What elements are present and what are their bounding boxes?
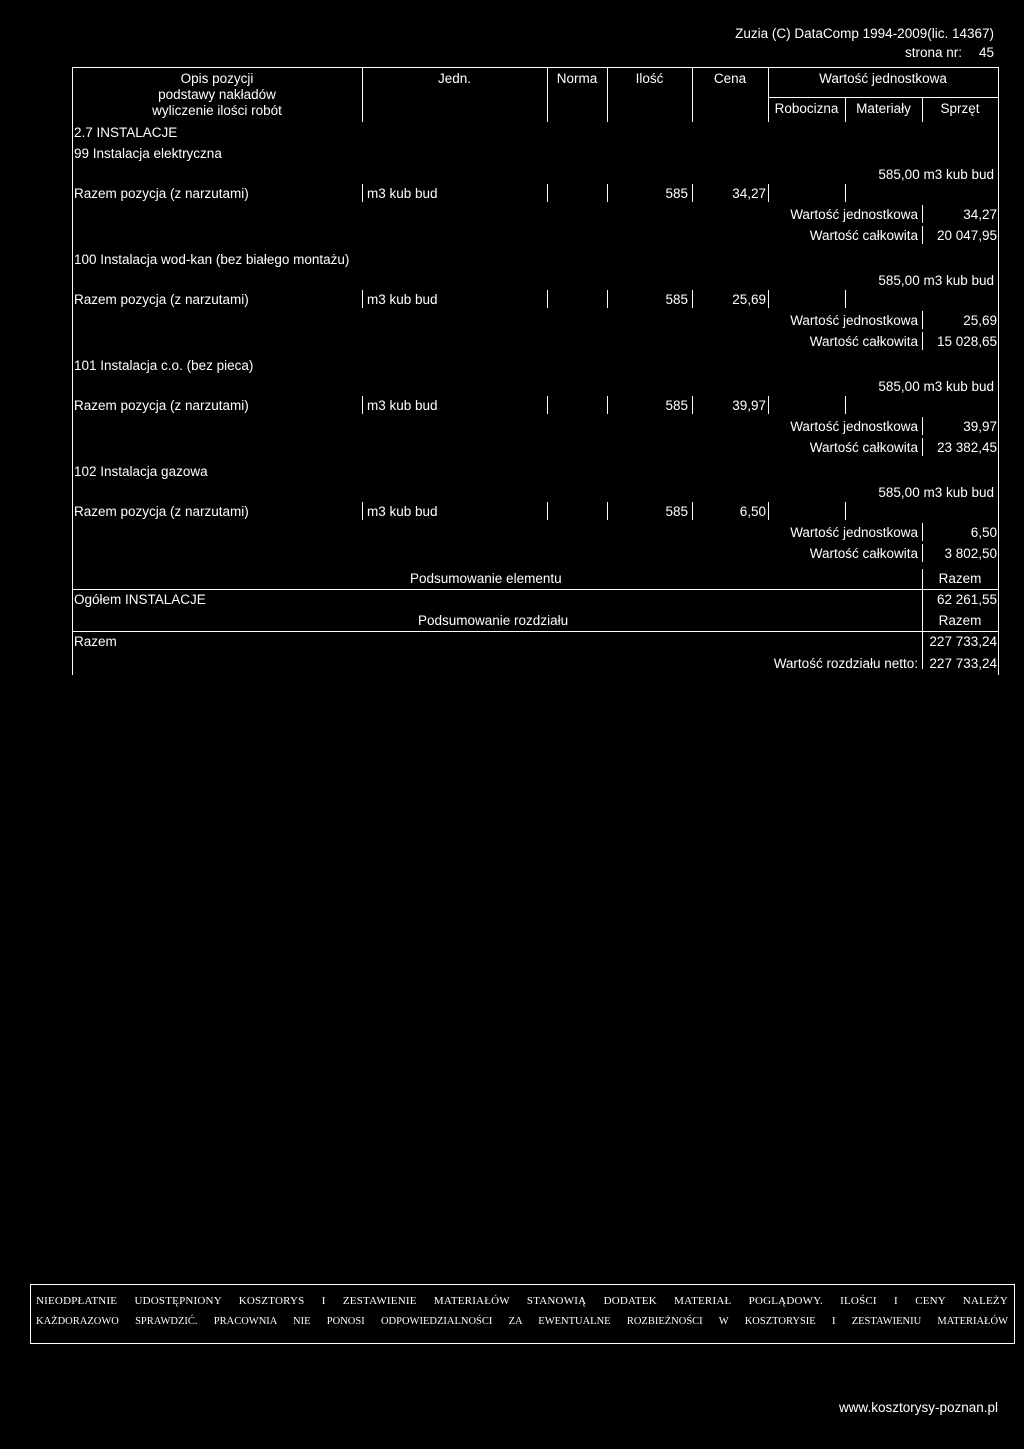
position-quantity: 585 [665, 504, 688, 519]
position-unit: m3 kub bud [367, 398, 438, 413]
total-value: 20 047,95 [936, 228, 997, 243]
overall-label: Ogółem INSTALACJE [74, 592, 206, 607]
unit-value: 34,27 [963, 207, 997, 222]
net-value: 227 733,24 [929, 656, 997, 671]
page-number-label: strona nr: [904, 45, 962, 60]
header-quantity: Ilość [635, 71, 664, 86]
position-price: 25,69 [732, 292, 766, 307]
header-equipment: Sprzęt [940, 101, 980, 116]
position-quantity: 585 [665, 292, 688, 307]
position-total-label: Razem pozycja (z narzutami) [74, 398, 249, 413]
table-right-border [998, 67, 999, 675]
position-title: 102 Instalacja gazowa [74, 464, 208, 479]
total-value-label: Wartość całkowita [809, 228, 918, 243]
header-unit-value: Wartość jednostkowa [819, 71, 947, 86]
unit-value-label: Wartość jednostkowa [790, 207, 918, 222]
position-price: 34,27 [732, 186, 766, 201]
total-value: 3 802,50 [944, 546, 997, 561]
header-description-line1: Opis pozycji [180, 71, 254, 86]
page-number: 45 [978, 45, 994, 60]
position-title: 101 Instalacja c.o. (bez pieca) [74, 358, 254, 373]
position-total-label: Razem pozycja (z narzutami) [74, 504, 249, 519]
chapter-summary-label: Podsumowanie rozdziału [418, 613, 569, 628]
net-value-label: Wartość rozdziału netto: [773, 656, 918, 671]
position-quantity: 585 [665, 398, 688, 413]
header-price: Cena [713, 71, 747, 86]
element-summary-label: Podsumowanie elementu [410, 571, 562, 586]
position-title: 100 Instalacja wod-kan (bez białego montażu) [74, 252, 350, 267]
header-description-line3: wyliczenie ilości robót [152, 103, 282, 118]
position-quantity: 585 [665, 186, 688, 201]
position-calculation: 585,00 m3 kub bud [878, 273, 994, 288]
section-title: 2.7 INSTALACJE [74, 125, 178, 140]
footer-website[interactable]: www.kosztorysy-poznan.pl [838, 1400, 998, 1415]
software-license: Zuzia (C) DataComp 1994-2009(lic. 14367) [735, 26, 994, 41]
total-value: 15 028,65 [936, 334, 997, 349]
disclaimer-line2: KAŻDORAZOWO SPRAWDZIĆ. PRACOWNIA NIE PONOSI ODPOWIEDZIALNOŚCI ZA EWENTUALNE ROZBIEŻNOŚCI W KOSZTORYSIE I ZESTAWIENIU MATERIAŁÓW [36, 1316, 1008, 1327]
position-total-label: Razem pozycja (z narzutami) [74, 186, 249, 201]
position-unit: m3 kub bud [367, 504, 438, 519]
position-calculation: 585,00 m3 kub bud [878, 379, 994, 394]
total-value-label: Wartość całkowita [809, 334, 918, 349]
header-description-line2: podstawy nakładów [158, 87, 276, 102]
header-materials: Materiały [856, 101, 911, 116]
header-labor: Robocizna [774, 101, 839, 116]
position-price: 6,50 [739, 504, 766, 519]
overall-value: 62 261,55 [936, 592, 997, 607]
position-total-label: Razem pozycja (z narzutami) [74, 292, 249, 307]
total-value-label: Wartość całkowita [809, 440, 918, 455]
header-unit: Jedn. [437, 71, 472, 86]
unit-value-label: Wartość jednostkowa [790, 313, 918, 328]
position-price: 39,97 [732, 398, 766, 413]
unit-value: 25,69 [963, 313, 997, 328]
disclaimer-notice [30, 1284, 1015, 1344]
table-left-border [72, 67, 73, 675]
position-unit: m3 kub bud [367, 292, 438, 307]
header-norm: Norma [556, 71, 598, 86]
disclaimer-line1: NIEODPŁATNIE UDOSTĘPNIONY KOSZTORYS I ZESTAWIENIE MATERIAŁÓW STANOWIĄ DODATEK MATERIAŁ POGLĄDOWY. ILOŚCI I CENY NALEŻY [36, 1295, 1008, 1307]
razem-label: Razem [74, 634, 117, 649]
unit-value: 39,97 [963, 419, 997, 434]
position-calculation: 585,00 m3 kub bud [878, 167, 994, 182]
chapter-summary-razem: Razem [938, 613, 982, 628]
razem-value: 227 733,24 [929, 634, 997, 649]
element-summary-razem: Razem [938, 571, 982, 586]
unit-value-label: Wartość jednostkowa [790, 525, 918, 540]
position-title: 99 Instalacja elektryczna [74, 146, 222, 161]
unit-value: 6,50 [970, 525, 997, 540]
total-value-label: Wartość całkowita [809, 546, 918, 561]
unit-value-label: Wartość jednostkowa [790, 419, 918, 434]
table-top-border [72, 67, 999, 68]
position-unit: m3 kub bud [367, 186, 438, 201]
total-value: 23 382,45 [936, 440, 997, 455]
position-calculation: 585,00 m3 kub bud [878, 485, 994, 500]
